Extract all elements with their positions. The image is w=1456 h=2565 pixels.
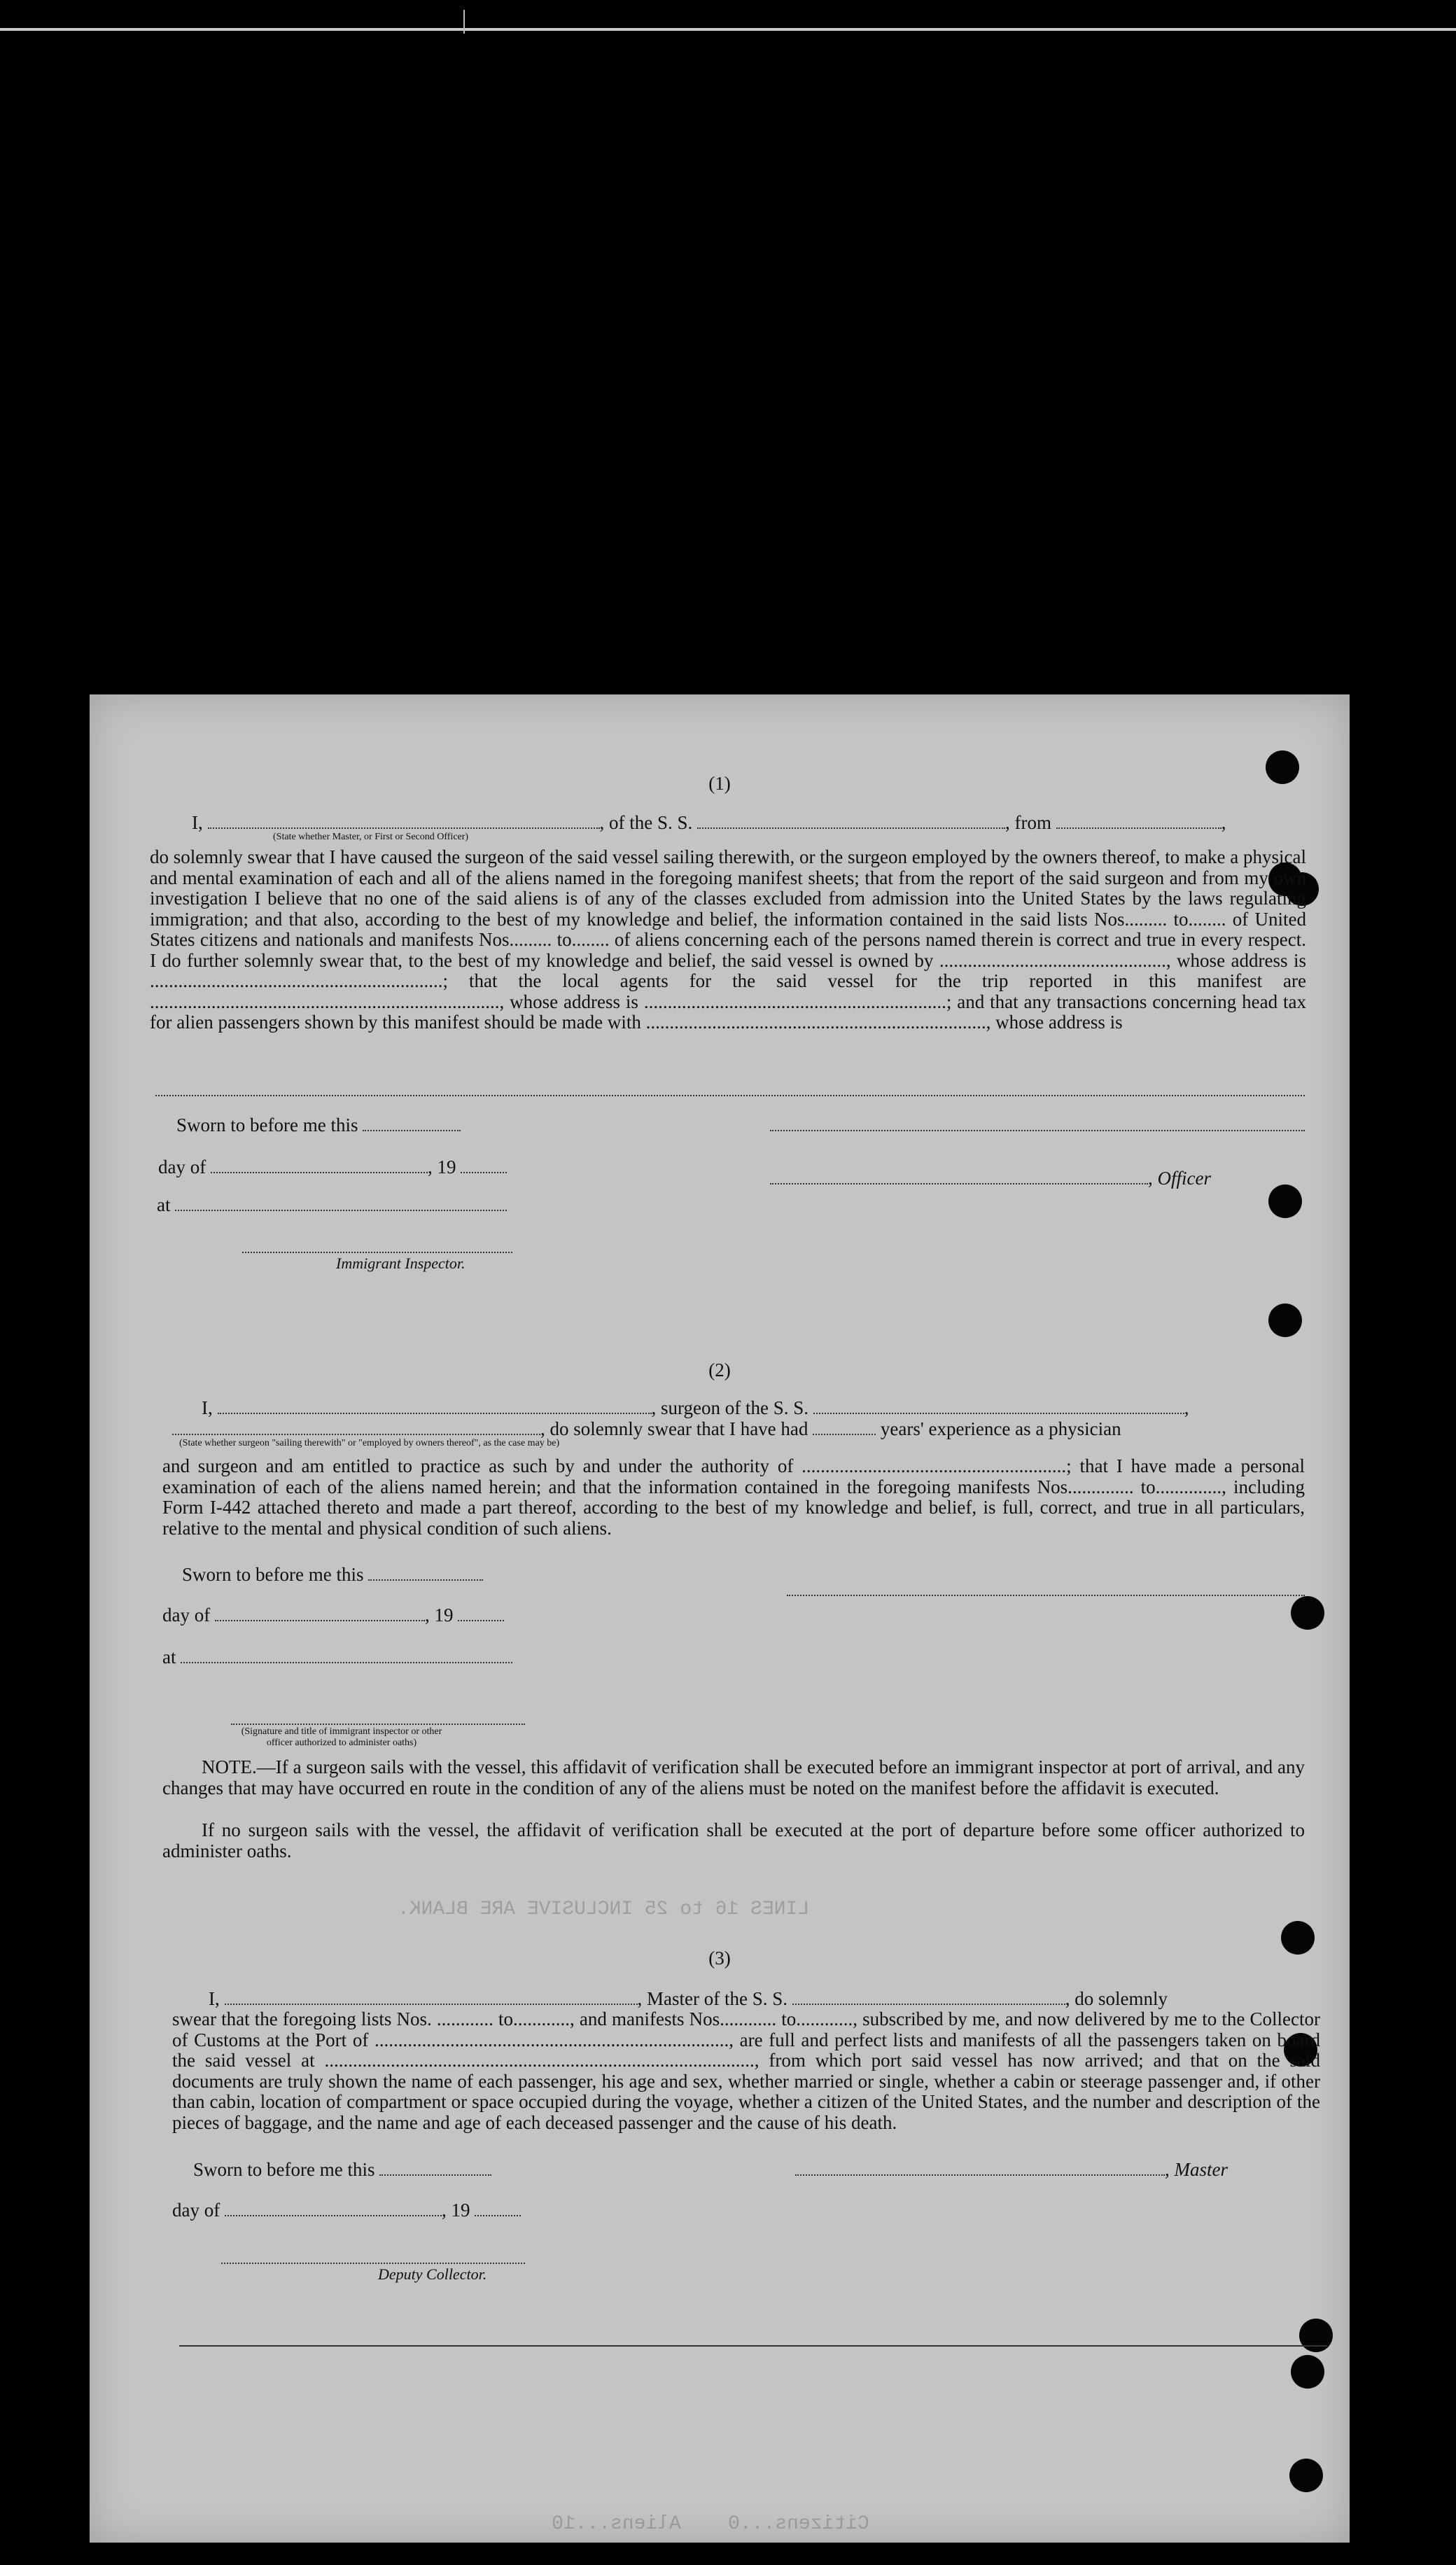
master-name-blank — [225, 2004, 638, 2005]
at-blank — [181, 1662, 512, 1663]
section-3-body: swear that the foregoing lists Nos. ............ to............, and manifests Nos............ to............, subscribed by me, and now delivered by me to the Collector of Customs at the Port of ..........................................................................., are full and perfect lists and manifests of all the passengers taken on board the said vessel at ..........................................................................................., from which port said vessel has now arrived; and that on the said documents are truly shown the name of each passenger, his age and sex, whether married or single, whether a cabin or steerage passenger and, if other than cabin, location of compartment or space occupied during the voyage, whether a citizen of the United States, and the number and description of the pieces of baggage, and the name and age of each deceased passenger and the cause of his death. — [172, 2008, 1320, 2133]
ship-name-blank — [792, 2004, 1065, 2005]
sworn-text: Sworn to before me this — [182, 1564, 364, 1585]
note-text: —If a surgeon sails with the vessel, this affidavit of verification shall be executed before an immigrant inspector at port of arrival, and any changes that may have occurred en route in the condition of any of the aliens must be noted on the manifest before the affidavit is executed. — [162, 1756, 1305, 1798]
punch-hole — [1268, 1304, 1302, 1337]
ship-name-blank — [813, 1413, 1184, 1414]
swear-label: , do solemnly swear that I have had — [540, 1418, 808, 1439]
surgeon-type-blank — [172, 1434, 540, 1435]
section-2-note — [162, 1757, 1305, 1798]
section-2-body: and surgeon and am entitled to practice as such by and under the authority of ........................................................; that I have made a personal examination of each of the aliens named herein; and that the information contained in the foregoing manifests Nos.............. to.............., including Form I-442 attached thereto and made a part thereof, according to the best of my knowledge and belief, is full, correct, and true in all particulars, relative to the mental and physical condition of such aliens. — [162, 1455, 1305, 1539]
master-signature-line — [795, 2174, 1165, 2176]
day-blank — [215, 1620, 425, 1621]
sworn-date-blank — [368, 1579, 483, 1581]
section-1-body: do solemnly swear that I have caused the surgeon of the said vessel sailing therewith, or the surgeon employed by the owners thereof, to make a physical and mental examination of each and all of the aliens named in the foregoing manifest sheets; that from the report of the said surgeon and from my own investigation I believe that no one of the said aliens is of any of the classes excluded from admission into the United States by the laws regulating immigration; and that also, according to the best of my knowledge and belief, the information contained in the said lists Nos......... to........ of United States citizens and nationals and manifests Nos......... to........ of aliens concerning each of the persons named therein is correct and true in every respect. I do further solemnly swear that, to the best of my knowledge and belief, the said vessel is owned by ................................................, whose address is ..............................................................; that the local agents for the said vessel for the trip reported in this manifest are .........................................................................., whose address is ................................................................; and that any transactions concerning head tax for alien passengers shown by this manifest should be made with ........................................................................, whose address is — [150, 846, 1306, 1033]
master-signature — [795, 2159, 1228, 2181]
year-blank — [458, 1620, 504, 1621]
section-1-role-note: (State whether Master, or First or Second Officer) — [273, 832, 469, 842]
punch-hole — [1291, 1596, 1324, 1630]
immigrant-inspector-label: Immigrant Inspector. — [336, 1254, 465, 1272]
from-label: , from — [1005, 812, 1051, 833]
officer-text: , Officer — [1148, 1168, 1211, 1189]
day-of-text: day of — [158, 1156, 206, 1177]
punch-hole — [1291, 2355, 1324, 2389]
punch-hole — [1289, 2459, 1323, 2492]
section-2-line-1: I, , surgeon of the S. S. , — [202, 1397, 1189, 1418]
day-blank — [225, 2215, 442, 2216]
manifest-page — [90, 694, 1350, 2543]
i-label: I, — [209, 1988, 220, 2009]
deputy-collector-label: Deputy Collector. — [378, 2265, 487, 2283]
signature-title-note: (Signature and title of immigrant inspector or other officer authorized to administer oaths) — [241, 1726, 442, 1748]
master-text: , Master — [1165, 2159, 1228, 2180]
year-text: , 19 — [441, 2200, 470, 2221]
from-port-blank — [1056, 827, 1222, 829]
at-text: at — [162, 1647, 176, 1668]
of-ss-label: , of the S. S. — [599, 812, 693, 833]
sworn-label — [176, 1114, 461, 1136]
ship-name-blank — [697, 827, 1005, 829]
i-label: I, — [192, 812, 203, 833]
sworn-text: Sworn to before me this — [193, 2159, 375, 2180]
year-text: , 19 — [427, 1156, 456, 1177]
collector-signature-line — [221, 2263, 525, 2264]
inspector-signature-line — [231, 1724, 525, 1725]
inspector-signature-line — [242, 1252, 512, 1253]
solemnly-label: , do solemnly — [1065, 1988, 1168, 2009]
year-blank — [475, 2215, 521, 2216]
years-blank — [813, 1434, 876, 1435]
at-label — [162, 1647, 512, 1668]
section-2-line-2 — [172, 1418, 1121, 1440]
bleedthrough-text: LINES 16 to 25 INCLUSIVE ARE BLANK. — [398, 1899, 810, 1920]
section-3-heading: (3) — [708, 1948, 731, 1969]
day-of-label — [162, 1605, 504, 1626]
section-1-line-1: I, , of the S. S. , from , — [192, 812, 1226, 833]
section-3-line-1 — [209, 1988, 1168, 2010]
sworn-label — [182, 1564, 483, 1586]
punch-hole — [1268, 1184, 1302, 1218]
year-text: , 19 — [424, 1605, 454, 1626]
surgeon-signature-line — [787, 1595, 1305, 1596]
note-label: NOTE. — [202, 1756, 257, 1777]
at-label — [157, 1194, 507, 1216]
years-label: years' experience as a physician — [880, 1418, 1121, 1439]
punch-hole — [1299, 2319, 1333, 2352]
surgeon-type-note: (State whether surgeon "sailing therewith" or "employed by owners thereof", as the case may be) — [179, 1438, 560, 1448]
officer-label — [770, 1168, 1211, 1189]
bottom-rule — [179, 2345, 1327, 2347]
officer-title-blank — [770, 1183, 1148, 1184]
day-of-text: day of — [162, 1605, 211, 1626]
film-edge-mark — [463, 10, 465, 34]
sworn-label — [193, 2159, 491, 2181]
section-2-note-2: If no surgeon sails with the vessel, the affidavit of verification shall be executed at the port of departure before some officer authorized to administer oaths. — [162, 1819, 1305, 1861]
year-blank — [461, 1172, 507, 1173]
section-2-heading: (2) — [708, 1360, 731, 1381]
officer-name-blank — [208, 827, 600, 829]
at-text: at — [157, 1194, 171, 1215]
day-of-label — [158, 1156, 507, 1178]
day-of-text: day of — [172, 2200, 220, 2221]
bleedthrough-text: Citizens...0 Aliens...10 — [552, 2513, 869, 2535]
sworn-date-blank — [363, 1130, 461, 1131]
at-blank — [175, 1210, 507, 1211]
day-blank — [211, 1172, 428, 1173]
surgeon-label: , surgeon of the S. S. — [651, 1397, 809, 1418]
i-label: I, — [202, 1397, 213, 1418]
section-1-heading: (1) — [708, 773, 731, 794]
master-label: , Master of the S. S. — [637, 1988, 788, 2009]
officer-signature-line — [770, 1130, 1305, 1131]
day-of-label — [172, 2200, 521, 2221]
sworn-date-blank — [379, 2174, 491, 2176]
film-edge-line — [0, 28, 1456, 31]
address-blank — [155, 1095, 1305, 1096]
surgeon-name-blank — [218, 1413, 652, 1414]
sworn-text: Sworn to before me this — [176, 1114, 358, 1135]
